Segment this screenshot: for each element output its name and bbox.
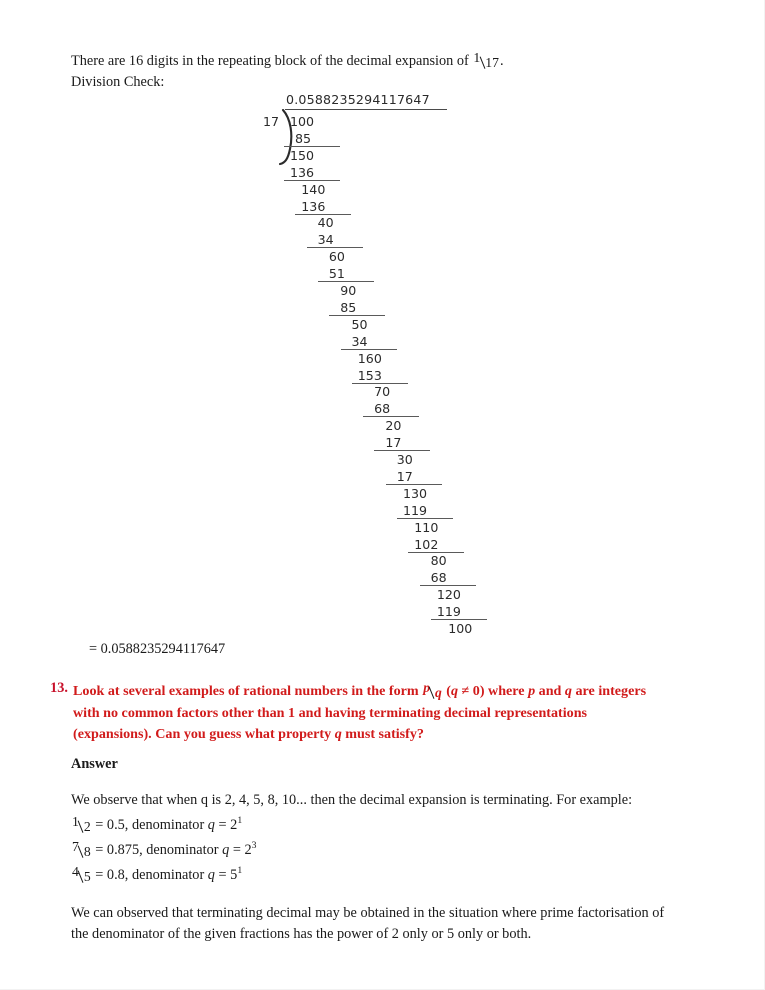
division-step-value: 51 (328, 266, 345, 282)
division-step-value: 119 (436, 604, 461, 620)
division-step-rule (284, 180, 340, 181)
fraction-denominator: 5 (83, 868, 91, 884)
question-part4: and (535, 683, 565, 699)
division-step-rule (329, 315, 385, 316)
fraction-denominator: 17 (485, 55, 499, 70)
division-step-value: 119 (403, 502, 428, 518)
intro-line1-prefix: There are 16 digits in the repeating block of the decimal expansion of (71, 53, 473, 69)
division-step-value: 34 (351, 333, 368, 349)
fraction-numerator-p: p (423, 680, 430, 695)
question-part1: Look at several examples of rational numbers in the form (73, 683, 423, 699)
division-step-value: 34 (317, 232, 334, 248)
division-divisor: 17 (263, 114, 280, 129)
division-step-rule (295, 214, 351, 215)
division-vinculum (285, 109, 447, 110)
division-step-value: 130 (403, 485, 428, 501)
example-2-exponent: 3 (251, 840, 257, 851)
fraction-numerator: 1 (473, 50, 481, 65)
answer-closing-text: We can observed that terminating decimal may be obtained in the situation where prime factorisation of the denominator of the given fractions has the power of 2 only or 5 only or both. (71, 905, 665, 942)
division-step-value: 153 (357, 367, 382, 383)
example-2-var: q (222, 841, 230, 858)
example-3-exponent: 1 (237, 865, 243, 876)
fraction-p-over-q (422, 680, 443, 703)
division-step-value: 100 (448, 621, 473, 636)
division-step-value: 30 (396, 452, 413, 467)
division-step-rule (431, 619, 487, 620)
answer-example-1 (71, 815, 471, 834)
division-dividend: 100 (290, 114, 315, 129)
answer-heading: Answer (71, 756, 118, 772)
division-step-rule (284, 146, 340, 147)
division-step-value: 150 (290, 147, 315, 163)
division-step-rule (363, 416, 419, 417)
question-q-italic-2: q (564, 683, 572, 699)
division-step-rule (307, 247, 363, 248)
example-1-eq2: = 2 (214, 816, 238, 833)
division-step-value: 140 (301, 181, 326, 197)
division-step-value: 136 (301, 198, 326, 214)
fraction-numerator: 7 (72, 838, 79, 854)
division-step-value: 85 (340, 299, 357, 315)
example-2-eq2: = 2 (229, 841, 252, 858)
example-3-eq2: = 5 (214, 866, 238, 883)
division-step-value: 120 (436, 587, 461, 603)
division-step-value: 102 (414, 536, 439, 552)
division-check-label: Division Check: (71, 74, 165, 90)
example-1-exponent: 1 (237, 815, 243, 826)
division-step-rule (397, 518, 453, 519)
fraction-numerator: 1 (72, 813, 79, 829)
question-part3: ≠ 0) where (457, 683, 529, 699)
division-step-value: 85 (295, 130, 312, 146)
intro-line1-suffix: . (499, 53, 504, 69)
question-number: 13. (50, 680, 68, 696)
question-text (73, 680, 658, 746)
example-1-var: q (207, 816, 215, 833)
division-step-rule (341, 349, 397, 350)
division-step-value: 17 (396, 468, 413, 484)
example-2-equals: = 0.875, denominator (91, 841, 223, 858)
division-step-value: 110 (414, 519, 439, 535)
division-step-rule (408, 552, 464, 553)
division-step-value: 50 (351, 316, 368, 332)
question-q-italic-1: q (450, 683, 458, 699)
division-step-value: 40 (317, 215, 334, 231)
division-step-value: 136 (290, 164, 315, 180)
fraction-denominator: 2 (83, 818, 91, 834)
division-step-value: 70 (374, 384, 391, 400)
intro-paragraph (71, 50, 691, 93)
division-step-rule (420, 585, 476, 586)
division-step-value: 68 (374, 401, 391, 417)
question-part6: must satisfy? (341, 726, 424, 742)
division-step-value: 20 (385, 418, 402, 434)
long-division-figure (255, 92, 473, 652)
division-step-rule (386, 484, 442, 485)
division-quotient: 0.0588235294117647 (286, 92, 430, 107)
division-step-value: 17 (385, 435, 402, 451)
question-part5: are integers with no common factors other than 1 and having terminating decimal representations (expansions). Can you guess what property (73, 683, 647, 742)
fraction-seven-eighths (71, 838, 92, 859)
fraction-numerator: 4 (72, 863, 79, 879)
fraction-one-seventeenth (472, 50, 500, 72)
question-q-italic-3: q (334, 726, 342, 742)
division-step-value: 60 (328, 249, 345, 265)
example-3-equals: = 0.8, denominator (91, 866, 208, 883)
fraction-four-fifths (71, 863, 92, 884)
answer-intro-text: We observe that when q is 2, 4, 5, 8, 10... then the decimal expansion is terminating. For example: (71, 792, 633, 808)
answer-example-2 (71, 840, 471, 859)
example-3-var: q (207, 866, 215, 883)
division-step-value: 68 (430, 570, 447, 586)
fraction-one-half (71, 813, 92, 834)
division-step-value: 90 (340, 283, 357, 298)
fraction-denominator-q: q (434, 685, 442, 700)
answer-example-3 (71, 865, 471, 884)
example-1-equals: = 0.5, denominator (91, 816, 208, 833)
question-part2: ( (442, 683, 451, 699)
question-p-italic: p (528, 683, 536, 699)
fraction-denominator: 8 (83, 843, 91, 859)
division-step-value: 160 (357, 350, 382, 366)
division-step-rule (318, 281, 374, 282)
division-step-value: 80 (430, 553, 447, 569)
division-result-line: = 0.0588235294117647 (89, 641, 226, 657)
division-step-rule (352, 383, 408, 384)
division-step-rule (374, 450, 430, 451)
